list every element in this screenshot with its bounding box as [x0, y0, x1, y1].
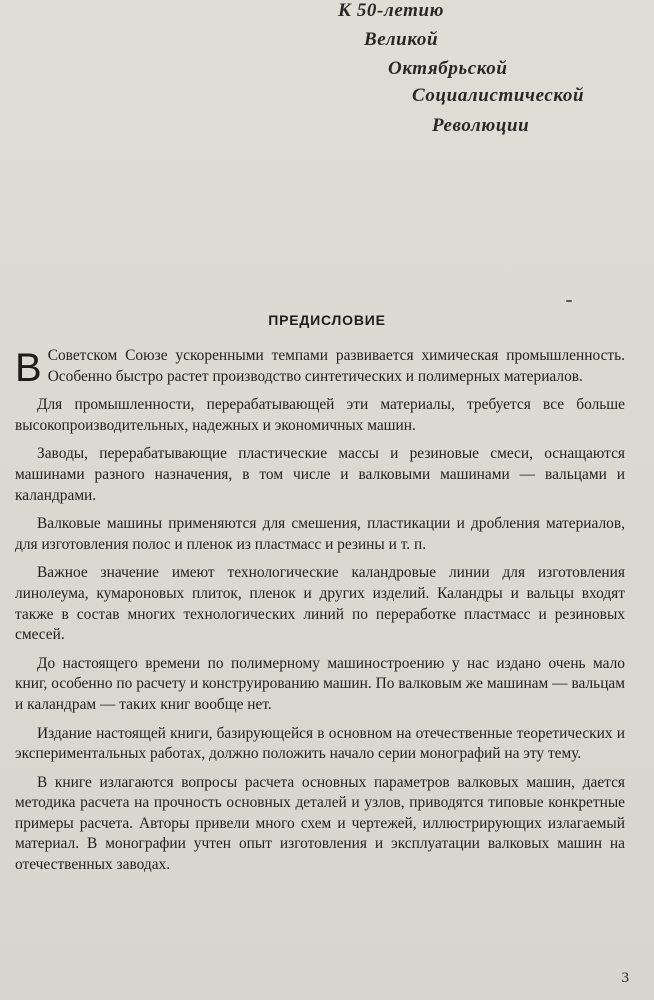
- dedication-line-5: Революции: [432, 115, 530, 136]
- dedication-line-2: Великой: [364, 29, 439, 50]
- page-heading: ПРЕДИСЛОВИЕ: [268, 312, 386, 328]
- paragraph-1-text: Советском Союзе ускоренными темпами развивается химическая промышленность. Особенно быстро растет производство синтетических и полимерных материалов.: [47, 347, 625, 385]
- paragraph-4: Валковые машины применяются для смешения, пластикации и дробления материалов, для изготовления полос и пленок из пластмасс и резины и т. п.: [15, 515, 625, 553]
- dedication-line-4: Социалистической: [412, 85, 585, 106]
- dedication-line-1: К 50-летию: [338, 0, 445, 21]
- page-number: 3: [621, 970, 629, 986]
- preface-body: [15, 346, 625, 884]
- paragraph-2: Для промышленности, перерабатывающей эти материалы, требуется все больше высокопроизводительных, надежных и экономичных машин.: [15, 396, 625, 434]
- paragraph-5: Важное значение имеют технологические каландровые линии для изготовления линолеума, кумароновых плиток, пленок и других изделий. Каландры и вальцы входят также в состав многих технологических линий по переработке пластмасс и резиновых смесей.: [15, 564, 625, 644]
- paragraph-3: Заводы, перерабатывающие пластические массы и резиновые смеси, оснащаются машинами разного назначения, в том числе и валковыми машинами — вальцами и каландрами.: [15, 445, 625, 504]
- paragraph-1: [15, 346, 625, 390]
- paragraph-6: До настоящего времени по полимерному машиностроению у нас издано очень мало книг, особенно по расчету и конструированию машин. По валковым же машинам — вальцам и каландрам — таких книг вообще нет.: [15, 654, 625, 713]
- print-speck: [566, 300, 572, 302]
- drop-cap: В: [15, 346, 42, 390]
- paragraph-8: В книге излагаются вопросы расчета основных параметров валковых машин, дается методика расчета на прочность основных деталей и узлов, приводятся типовые конкретные примеры расчета. Авторы привели много схем и чертежей, иллюстрирующих излагаемый материал. В монографии учтен опыт изготовления и эксплуатации валковых машин на отечественных заводах.: [15, 773, 625, 874]
- dedication-line-3: Октябрьской: [388, 58, 508, 79]
- paragraph-7: Издание настоящей книги, базирующейся в основном на отечественные теоретических и экспериментальных работах, должно положить начало серии монографий на эту тему.: [15, 724, 625, 763]
